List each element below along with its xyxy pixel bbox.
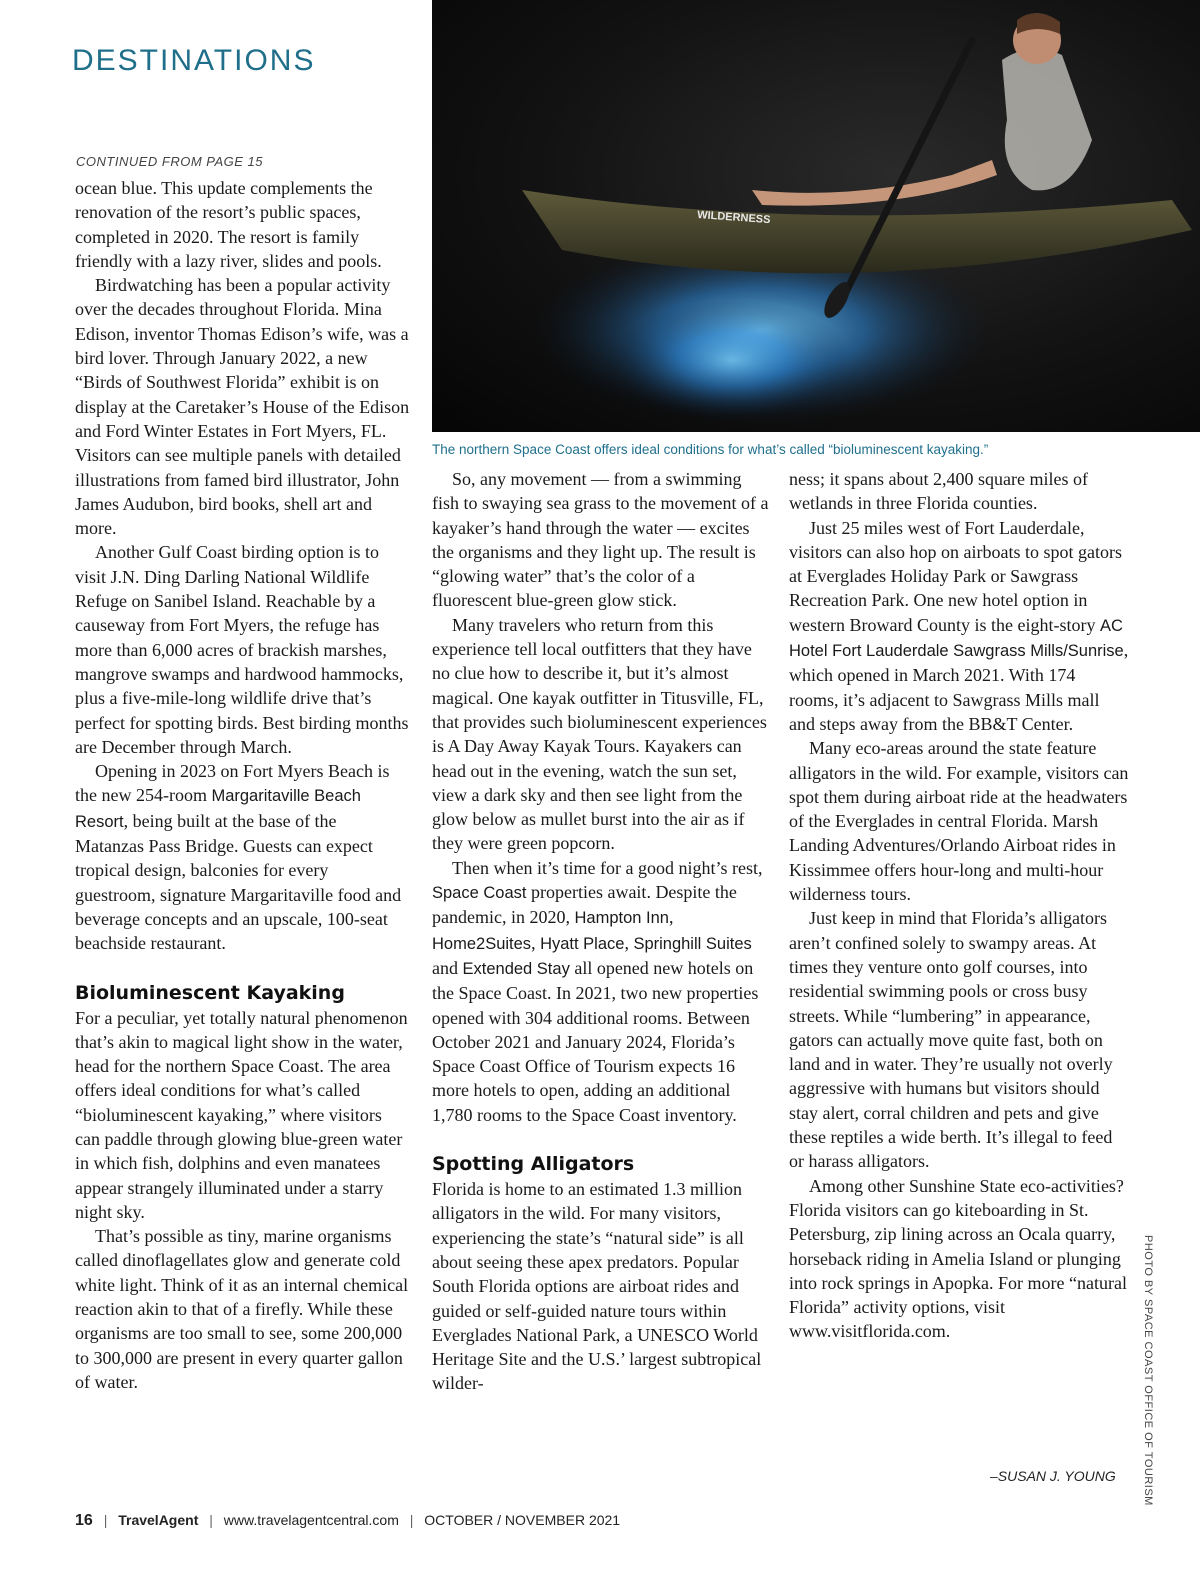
kayak-photo <box>432 0 1200 432</box>
paragraph: Among other Sunshine State eco-activities? Florida visitors can go kiteboarding in St. Petersburg, zip lining across an Ocala quarry, horseback riding in Amelia Island or plunging into rock springs in Apopka. For more “natural Florida” activity options, visit www.visitflorida.com. <box>789 1175 1127 1342</box>
paragraph: That’s possible as tiny, marine organisms called dinoflagellates glow and generate cold white light. Think of it as an internal chemical reaction akin to that of a firefly. While these organisms are too small to see, some 200,000 to 300,000 are present in every quarter gallon of water. <box>75 1226 409 1392</box>
continued-note: CONTINUED FROM PAGE 15 <box>76 154 264 169</box>
kayak-brand-text: WILDERNESS <box>696 209 771 227</box>
photo-caption: The northern Space Coast offers ideal conditions for what’s called “bioluminescent kayaking.” <box>432 442 989 457</box>
glowing-water <box>612 300 852 420</box>
paragraph: Just keep in mind that Florida’s alligators aren’t confined solely to swampy areas. At times they venture onto golf courses, into residential swimming pools or cross busy streets. While “lumbering” in appearance, gators can actually move quite fast, both on land and in water. They’re usually not overly aggressive with humans but visitors should stay alert, corral children and pets and give these reptiles a wide berth. It’s illegal to feed or harass alligators. <box>789 908 1113 1172</box>
issue-date: OCTOBER / NOVEMBER 2021 <box>424 1512 621 1528</box>
kayaker-figure <box>1002 49 1092 191</box>
page-footer: 16 | TravelAgent | www.travelagentcentral.com | OCTOBER / NOVEMBER 2021 <box>75 1512 621 1529</box>
paragraph: Then when it’s time for a good night’s rest, Space Coast properties await. Despite the pandemic, in 2020, Hampton Inn, Home2Suites, Hyatt Place, Springhill Suites and Extended Stay all opened new hotels on the Space Coast. In 2021, two new properties opened with 304 additional rooms. Between October 2021 and January 2024, Florida’s Space Coast Office of Tourism expects 16 more hotels to open, adding an additional 1,780 rooms to the Space Coast inventory. <box>432 857 763 1125</box>
paragraph: ocean blue. This update complements the renovation of the resort’s public spaces, completed in 2020. The resort is family friendly with a lazy river, slides and pools. <box>75 178 382 271</box>
paragraph: Just 25 miles west of Fort Lauderdale, visitors can also hop on airboats to spot gators at Everglades Holiday Park or Sawgrass Recreation Park. One new hotel option in western Broward County is the eight-story AC Hotel Fort Lauderdale Sawgrass Mills/Sunrise, which opened in March 2021. With 174 rooms, it’s adjacent to Sawgrass Mills mall and steps away from the BB&T Center. <box>789 517 1129 734</box>
paragraph: Many eco-areas around the state feature alligators in the wild. For example, visitors can spot them during airboat ride at the headwaters of the Everglades in central Florida. Marsh Landing Adventures/Orlando Airboat rides in Kissimmee offers hour-long and multi-hour wilderness tours. <box>789 738 1129 905</box>
article-column-1 <box>75 176 410 1394</box>
magazine-name: TravelAgent <box>118 1512 199 1528</box>
page-number: 16 <box>75 1512 93 1529</box>
hotel-name: AC Hotel Fort Lauderdale Sawgrass Mills/Sunrise <box>789 616 1124 661</box>
hotel-name: Springhill Suites <box>633 934 752 953</box>
article-column-3 <box>789 467 1129 1344</box>
hotel-name: Home2Suites <box>432 934 532 953</box>
hotel-name: Hampton Inn <box>574 909 669 928</box>
author-byline: –SUSAN J. YOUNG <box>990 1468 1116 1484</box>
subheading-alligators: Spotting Alligators <box>432 1153 635 1176</box>
paragraph: For a peculiar, yet totally natural phenomenon that’s akin to magical light show in the water, head for the northern Space Coast. The area offers ideal conditions for what’s called “bioluminescent kayaking,” where visitors can paddle through glowing blue-green water in which fish, dolphins and even manatees appear strangely illuminated under a starry night sky. <box>75 1007 408 1222</box>
paragraph: So, any movement — from a swimming fish to swaying sea grass to the movement of a kayaker’s hand through the water — excites the organisms and they light up. The result is “glowing water” that’s the color of a fluorescent blue-green glow stick. <box>432 469 769 611</box>
hotel-name: Margaritaville Beach Resort <box>75 787 361 831</box>
brand-name: Space Coast <box>432 884 527 903</box>
paragraph: Another Gulf Coast birding option is to visit J.N. Ding Darling National Wildlife Refuge on Sanibel Island. Reachable by a causeway from Fort Myers, the refuge has more than 6,000 acres of brackish marshes, mangrove swamps and hardwood hammocks, plus a five-mile-long wildlife drive that’s perfect for spotting birds. Best birding months are December through March. <box>75 542 409 757</box>
photo-credit: PHOTO BY SPACE COAST OFFICE OF TOURISM <box>1142 1235 1154 1506</box>
paragraph: ness; it spans about 2,400 square miles of wetlands in three Florida counties. <box>789 469 1088 514</box>
bioluminescent-kayak-illustration <box>432 0 1200 432</box>
hotel-name: Extended Stay <box>462 959 570 978</box>
subheading-bioluminescent: Bioluminescent Kayaking <box>75 981 345 1004</box>
paragraph: Opening in 2023 on Fort Myers Beach is the new 254-room Margaritaville Beach Resort, being built at the base of the Matanzas Pass Bridge. Guests can expect tropical design, balconies for every guestroom, signature Margaritaville food and beverage concepts and an upscale, 100-seat beachside restaurant. <box>75 761 402 954</box>
paragraph: Birdwatching has been a popular activity over the decades throughout Florida. Mina Edison, inventor Thomas Edison’s wife, was a bird lover. Through January 2022, a new “Birds of Southwest Florida” exhibit is on display at the Caretaker’s House of the Edison and Ford Winter Estates in Fort Myers, FL. Visitors can see multiple panels with detailed illustrations from famed bird illustrator, John James Audubon, bird books, shell art and more. <box>75 275 410 539</box>
paragraph: Many travelers who return from this experience tell local outfitters that they have no clue how to describe it, but it’s almost magical. One kayak outfitter in Titusville, FL, that provides such bioluminescent experiences is A Day Away Kayak Tours. Kayakers can head out in the evening, watch the sun set, view a dark sky and then see light from the glow below as mullet burst into the air as if they were green popcorn. <box>432 614 767 854</box>
website-link[interactable]: www.travelagentcentral.com <box>223 1512 399 1528</box>
paragraph: Florida is home to an estimated 1.3 million alligators in the wild. For many visitors, experiencing the state’s “natural side” is all about seeing these apex predators. Popular South Florida options are airboat rides and guided or self-guided nature tours within Everglades National Park, a UNESCO World Heritage Site and the U.S.’ largest subtropical wilder- <box>432 1179 762 1394</box>
hotel-name: Hyatt Place <box>540 934 625 953</box>
section-label: DESTINATIONS <box>72 44 316 77</box>
kayaker-legs <box>752 160 997 206</box>
article-column-2 <box>432 467 772 1396</box>
